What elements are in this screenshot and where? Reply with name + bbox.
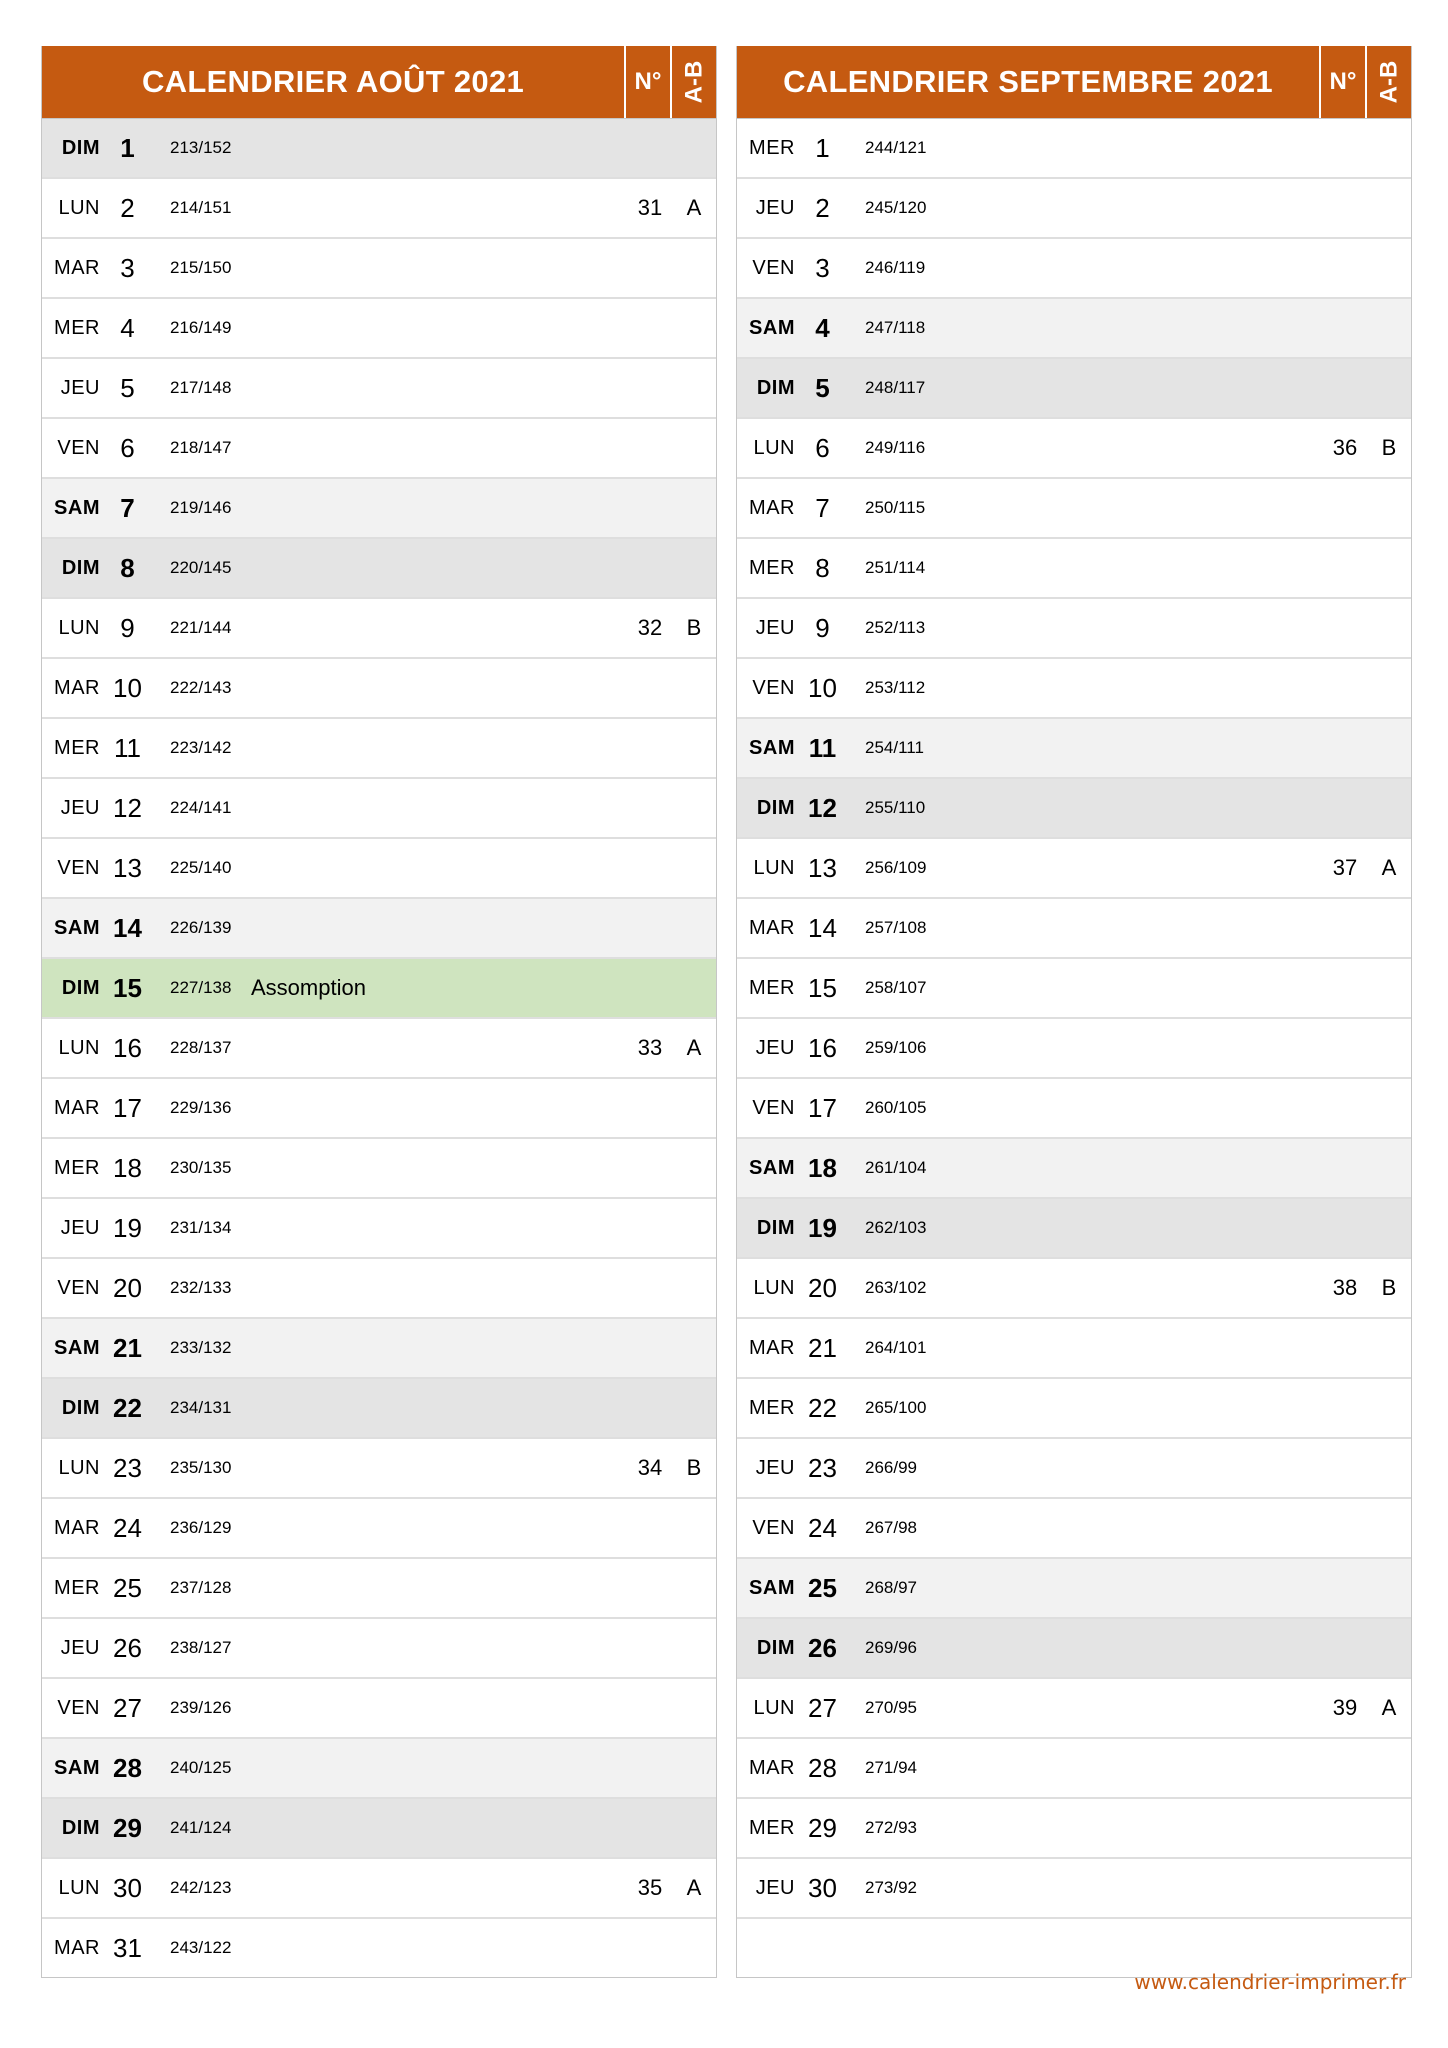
day-count: 227/138 bbox=[170, 978, 232, 997]
day-number: 24 bbox=[808, 1512, 837, 1543]
day-row bbox=[737, 1739, 1411, 1799]
day-count: 244/121 bbox=[865, 138, 927, 157]
day-rows bbox=[737, 119, 1411, 1977]
day-row bbox=[737, 1619, 1411, 1679]
day-number: 12 bbox=[113, 792, 142, 823]
day-name: DIM bbox=[61, 976, 100, 999]
day-count: 267/98 bbox=[865, 1518, 917, 1537]
week-ab: B bbox=[1381, 1275, 1397, 1300]
day-name: MAR bbox=[749, 916, 795, 939]
day-name: MAR bbox=[54, 1516, 100, 1539]
day-name: VEN bbox=[57, 856, 100, 879]
day-number: 16 bbox=[808, 1032, 837, 1063]
day-number: 21 bbox=[808, 1332, 837, 1363]
day-name: MER bbox=[749, 1396, 795, 1419]
day-number: 20 bbox=[808, 1272, 837, 1303]
week-number: 33 bbox=[637, 1035, 663, 1060]
day-number: 5 bbox=[120, 372, 135, 403]
day-count: 241/124 bbox=[170, 1818, 232, 1837]
day-number: 7 bbox=[120, 492, 135, 523]
day-number: 30 bbox=[113, 1872, 142, 1903]
day-count: 257/108 bbox=[865, 918, 927, 937]
day-name: VEN bbox=[57, 436, 100, 459]
day-count: 246/119 bbox=[865, 258, 926, 277]
day-count: 220/145 bbox=[170, 558, 232, 577]
day-number: 8 bbox=[815, 552, 830, 583]
week-number: 34 bbox=[637, 1455, 663, 1480]
day-count: 216/149 bbox=[170, 318, 232, 337]
day-number: 14 bbox=[808, 912, 837, 943]
day-count: 260/105 bbox=[865, 1098, 927, 1117]
day-name: JEU bbox=[60, 1216, 100, 1239]
day-row bbox=[737, 119, 1411, 179]
day-count: 255/110 bbox=[865, 798, 926, 817]
day-count: 270/95 bbox=[865, 1698, 917, 1717]
day-row bbox=[737, 1079, 1411, 1139]
day-number: 9 bbox=[815, 612, 830, 643]
day-number: 29 bbox=[808, 1812, 837, 1843]
day-row bbox=[737, 419, 1411, 479]
day-number: 22 bbox=[113, 1392, 142, 1423]
day-name: JEU bbox=[755, 616, 795, 639]
day-row bbox=[42, 1919, 716, 1977]
day-row bbox=[737, 1499, 1411, 1559]
day-number: 19 bbox=[808, 1212, 837, 1243]
day-count: 266/99 bbox=[865, 1458, 917, 1477]
ab-header bbox=[670, 46, 716, 118]
day-name: MER bbox=[749, 136, 795, 159]
day-count: 253/112 bbox=[865, 678, 926, 697]
day-number: 31 bbox=[113, 1932, 142, 1963]
day-count: 232/133 bbox=[170, 1278, 232, 1297]
day-number: 20 bbox=[113, 1272, 142, 1303]
day-row bbox=[42, 1319, 716, 1379]
week-ab: B bbox=[686, 1455, 702, 1480]
day-row bbox=[737, 239, 1411, 299]
day-row bbox=[42, 1379, 716, 1439]
day-row bbox=[42, 719, 716, 779]
day-number: 13 bbox=[113, 852, 142, 883]
day-count: 214/151 bbox=[170, 198, 232, 217]
day-name: JEU bbox=[755, 1456, 795, 1479]
day-row bbox=[42, 1139, 716, 1199]
day-count: 242/123 bbox=[170, 1878, 232, 1897]
day-name: DIM bbox=[756, 1636, 795, 1659]
week-ab: A bbox=[1381, 1695, 1397, 1720]
day-row bbox=[737, 479, 1411, 539]
day-number: 30 bbox=[808, 1872, 837, 1903]
day-row bbox=[737, 1139, 1411, 1199]
day-name: VEN bbox=[57, 1276, 100, 1299]
day-name: MAR bbox=[54, 256, 100, 279]
day-row bbox=[42, 1679, 716, 1739]
day-count: 247/118 bbox=[865, 318, 926, 337]
day-count: 233/132 bbox=[170, 1338, 232, 1357]
day-name: DIM bbox=[61, 556, 100, 579]
day-number: 6 bbox=[120, 432, 135, 463]
day-row bbox=[737, 1319, 1411, 1379]
day-number: 2 bbox=[815, 192, 830, 223]
day-count: 236/129 bbox=[170, 1518, 232, 1537]
day-name: LUN bbox=[58, 1876, 100, 1899]
day-number: 14 bbox=[113, 912, 142, 943]
week-number: 32 bbox=[637, 615, 663, 640]
day-name: MER bbox=[749, 1816, 795, 1839]
day-name: DIM bbox=[61, 1396, 100, 1419]
day-name: LUN bbox=[58, 1036, 100, 1059]
day-count: 265/100 bbox=[865, 1398, 927, 1417]
day-name: MER bbox=[54, 736, 100, 759]
day-row bbox=[42, 1559, 716, 1619]
day-count: 221/144 bbox=[170, 618, 232, 637]
week-number: 37 bbox=[1332, 855, 1358, 880]
day-row bbox=[737, 839, 1411, 899]
day-count: 226/139 bbox=[170, 918, 232, 937]
day-number: 28 bbox=[113, 1752, 142, 1783]
day-number: 1 bbox=[815, 132, 830, 163]
day-row bbox=[42, 1739, 716, 1799]
month-september bbox=[736, 46, 1412, 1978]
day-name: DIM bbox=[756, 1216, 795, 1239]
day-number: 1 bbox=[120, 132, 135, 163]
day-number: 27 bbox=[808, 1692, 837, 1723]
day-name: LUN bbox=[753, 436, 795, 459]
day-number: 11 bbox=[808, 732, 837, 763]
day-row bbox=[737, 659, 1411, 719]
day-row bbox=[42, 119, 716, 179]
day-row bbox=[42, 1079, 716, 1139]
day-number: 26 bbox=[808, 1632, 837, 1663]
day-count: 268/97 bbox=[865, 1578, 917, 1597]
day-row bbox=[737, 1439, 1411, 1499]
day-name: JEU bbox=[60, 1636, 100, 1659]
day-name: VEN bbox=[752, 1096, 795, 1119]
day-count: 238/127 bbox=[170, 1638, 232, 1657]
day-row bbox=[42, 359, 716, 419]
day-row bbox=[42, 419, 716, 479]
day-count: 218/147 bbox=[170, 438, 232, 457]
day-count: 263/102 bbox=[865, 1278, 927, 1297]
day-number: 3 bbox=[815, 252, 830, 283]
day-name: SAM bbox=[54, 496, 100, 519]
day-name: MAR bbox=[54, 1096, 100, 1119]
day-name: MAR bbox=[749, 496, 795, 519]
day-number: 13 bbox=[808, 852, 837, 883]
day-row bbox=[737, 1799, 1411, 1859]
day-count: 269/96 bbox=[865, 1638, 917, 1657]
footer-url-link[interactable]: www.calendrier-imprimer.fr bbox=[1134, 1970, 1406, 1994]
ab-header bbox=[1365, 46, 1411, 118]
week-ab: A bbox=[1381, 855, 1397, 880]
day-row bbox=[42, 1499, 716, 1559]
day-name: MER bbox=[54, 1156, 100, 1179]
day-name: MER bbox=[749, 976, 795, 999]
week-ab: A bbox=[686, 1875, 702, 1900]
day-name: SAM bbox=[54, 916, 100, 939]
day-number: 10 bbox=[808, 672, 837, 703]
week-number: 36 bbox=[1332, 435, 1358, 460]
day-row bbox=[42, 1799, 716, 1859]
day-count: 261/104 bbox=[865, 1158, 927, 1177]
month-header bbox=[42, 46, 716, 119]
day-name: MAR bbox=[54, 676, 100, 699]
day-number: 9 bbox=[120, 612, 135, 643]
day-name: LUN bbox=[58, 196, 100, 219]
day-name: SAM bbox=[54, 1756, 100, 1779]
day-row bbox=[737, 1019, 1411, 1079]
day-count: 258/107 bbox=[865, 978, 927, 997]
day-row bbox=[737, 1859, 1411, 1919]
day-row bbox=[42, 1439, 716, 1499]
week-ab: B bbox=[686, 615, 702, 640]
day-number: 12 bbox=[808, 792, 837, 823]
month-title: CALENDRIER SEPTEMBRE 2021 bbox=[783, 64, 1273, 99]
day-number: 5 bbox=[815, 372, 830, 403]
day-count: 254/111 bbox=[865, 738, 924, 757]
day-name: VEN bbox=[752, 1516, 795, 1539]
week-number: 31 bbox=[637, 195, 663, 220]
day-count: 256/109 bbox=[865, 858, 927, 877]
day-count: 231/134 bbox=[170, 1218, 232, 1237]
day-row bbox=[42, 659, 716, 719]
day-name: MER bbox=[749, 556, 795, 579]
day-row bbox=[42, 899, 716, 959]
day-number: 18 bbox=[113, 1152, 142, 1183]
week-number-header: N° bbox=[624, 46, 670, 118]
day-count: 235/130 bbox=[170, 1458, 232, 1477]
day-count: 217/148 bbox=[170, 378, 232, 397]
day-name: SAM bbox=[749, 1576, 795, 1599]
day-row bbox=[737, 359, 1411, 419]
day-count: 271/94 bbox=[865, 1758, 917, 1777]
week-ab: A bbox=[686, 1035, 702, 1060]
day-row bbox=[42, 179, 716, 239]
day-number: 4 bbox=[120, 312, 135, 343]
day-number: 23 bbox=[808, 1452, 837, 1483]
day-row bbox=[42, 1199, 716, 1259]
day-count: 249/116 bbox=[865, 438, 926, 457]
day-name: MAR bbox=[749, 1756, 795, 1779]
day-name: MER bbox=[54, 316, 100, 339]
day-row bbox=[737, 299, 1411, 359]
day-count: 229/136 bbox=[170, 1098, 232, 1117]
day-row bbox=[737, 1679, 1411, 1739]
day-count: 248/117 bbox=[865, 378, 926, 397]
day-count: 240/125 bbox=[170, 1758, 232, 1777]
day-name: JEU bbox=[755, 1876, 795, 1899]
day-row bbox=[42, 539, 716, 599]
week-number: 35 bbox=[637, 1875, 663, 1900]
day-row bbox=[42, 959, 716, 1019]
day-count: 230/135 bbox=[170, 1158, 232, 1177]
day-number: 17 bbox=[113, 1092, 142, 1123]
day-name: MAR bbox=[54, 1936, 100, 1959]
day-name: VEN bbox=[752, 256, 795, 279]
day-row bbox=[737, 1199, 1411, 1259]
day-row bbox=[42, 779, 716, 839]
day-row bbox=[42, 1619, 716, 1679]
day-number: 26 bbox=[113, 1632, 142, 1663]
day-number: 2 bbox=[120, 192, 135, 223]
day-name: SAM bbox=[749, 316, 795, 339]
day-number: 6 bbox=[815, 432, 830, 463]
day-number: 22 bbox=[808, 1392, 837, 1423]
day-count: 237/128 bbox=[170, 1578, 232, 1597]
week-ab: A bbox=[686, 195, 702, 220]
day-name: JEU bbox=[60, 376, 100, 399]
day-name: LUN bbox=[753, 1696, 795, 1719]
day-number: 23 bbox=[113, 1452, 142, 1483]
day-number: 18 bbox=[808, 1152, 837, 1183]
day-row bbox=[737, 899, 1411, 959]
day-count: 252/113 bbox=[865, 618, 926, 637]
week-number: 39 bbox=[1332, 1695, 1358, 1720]
month-header bbox=[737, 46, 1411, 119]
day-number: 27 bbox=[113, 1692, 142, 1723]
day-number: 28 bbox=[808, 1752, 837, 1783]
day-name: VEN bbox=[752, 676, 795, 699]
day-count: 245/120 bbox=[865, 198, 927, 217]
day-name: DIM bbox=[756, 796, 795, 819]
day-number: 15 bbox=[113, 972, 142, 1003]
day-row bbox=[42, 239, 716, 299]
day-row bbox=[42, 599, 716, 659]
day-name: SAM bbox=[749, 1156, 795, 1179]
day-row bbox=[42, 299, 716, 359]
day-row bbox=[737, 1559, 1411, 1619]
day-count: 272/93 bbox=[865, 1818, 917, 1837]
day-name: LUN bbox=[58, 1456, 100, 1479]
week-ab: B bbox=[1381, 435, 1397, 460]
day-number: 17 bbox=[808, 1092, 837, 1123]
day-count: 251/114 bbox=[865, 558, 926, 577]
day-rows bbox=[42, 119, 716, 1977]
day-count: 259/106 bbox=[865, 1038, 927, 1057]
day-number: 8 bbox=[120, 552, 135, 583]
day-count: 225/140 bbox=[170, 858, 232, 877]
day-number: 25 bbox=[113, 1572, 142, 1603]
day-name: DIM bbox=[756, 376, 795, 399]
day-count: 243/122 bbox=[170, 1938, 232, 1957]
week-number-header: N° bbox=[1319, 46, 1365, 118]
day-count: 228/137 bbox=[170, 1038, 232, 1057]
day-number: 11 bbox=[114, 732, 141, 763]
day-count: 213/152 bbox=[170, 138, 232, 157]
empty-row bbox=[737, 1919, 1411, 1977]
ab-header-label: A-B bbox=[1375, 60, 1402, 104]
ab-header-label: A-B bbox=[680, 60, 707, 104]
day-count: 219/146 bbox=[170, 498, 232, 517]
day-row bbox=[42, 1019, 716, 1079]
day-number: 15 bbox=[808, 972, 837, 1003]
day-count: 222/143 bbox=[170, 678, 232, 697]
day-row bbox=[737, 779, 1411, 839]
day-name: VEN bbox=[57, 1696, 100, 1719]
day-name: MER bbox=[54, 1576, 100, 1599]
day-row bbox=[42, 839, 716, 899]
day-row bbox=[737, 959, 1411, 1019]
day-name: SAM bbox=[749, 736, 795, 759]
day-row bbox=[737, 719, 1411, 779]
day-row bbox=[737, 539, 1411, 599]
day-count: 239/126 bbox=[170, 1698, 232, 1717]
day-number: 16 bbox=[113, 1032, 142, 1063]
day-row bbox=[737, 599, 1411, 659]
day-name: LUN bbox=[753, 856, 795, 879]
day-name: DIM bbox=[61, 1816, 100, 1839]
day-event: Assomption bbox=[251, 975, 366, 1000]
day-row bbox=[737, 1379, 1411, 1439]
day-name: MAR bbox=[749, 1336, 795, 1359]
day-row bbox=[737, 179, 1411, 239]
day-count: 250/115 bbox=[865, 498, 926, 517]
day-number: 19 bbox=[113, 1212, 142, 1243]
day-count: 215/150 bbox=[170, 258, 232, 277]
day-number: 10 bbox=[113, 672, 142, 703]
month-title: CALENDRIER AOÛT 2021 bbox=[141, 64, 525, 99]
day-count: 273/92 bbox=[865, 1878, 917, 1897]
day-count: 224/141 bbox=[170, 798, 232, 817]
day-name: LUN bbox=[753, 1276, 795, 1299]
day-number: 21 bbox=[113, 1332, 142, 1363]
day-row bbox=[42, 1259, 716, 1319]
day-count: 264/101 bbox=[865, 1338, 927, 1357]
day-count: 223/142 bbox=[170, 738, 232, 757]
week-number: 38 bbox=[1332, 1275, 1358, 1300]
day-name: JEU bbox=[755, 196, 795, 219]
day-row bbox=[737, 1259, 1411, 1319]
month-august bbox=[41, 46, 717, 1978]
day-name: DIM bbox=[61, 136, 100, 159]
day-name: JEU bbox=[60, 796, 100, 819]
day-name: LUN bbox=[58, 616, 100, 639]
day-number: 25 bbox=[808, 1572, 837, 1603]
day-count: 234/131 bbox=[170, 1398, 232, 1417]
day-name: JEU bbox=[755, 1036, 795, 1059]
day-number: 4 bbox=[815, 312, 830, 343]
day-row bbox=[42, 479, 716, 539]
day-number: 7 bbox=[815, 492, 830, 523]
day-count: 262/103 bbox=[865, 1218, 927, 1237]
day-number: 29 bbox=[113, 1812, 142, 1843]
day-number: 24 bbox=[113, 1512, 142, 1543]
day-row bbox=[42, 1859, 716, 1919]
day-name: SAM bbox=[54, 1336, 100, 1359]
day-number: 3 bbox=[120, 252, 135, 283]
